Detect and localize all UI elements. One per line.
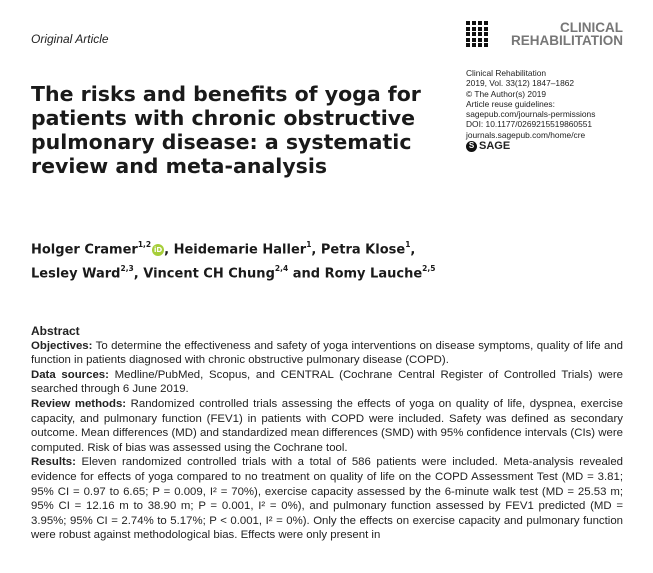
abstract-review-methods xyxy=(31,397,623,455)
journal-info-line: 2019, Vol. 33(12) 1847–1862 xyxy=(466,78,575,89)
author-name[interactable]: Vincent CH Chung xyxy=(143,266,275,282)
author-separator: , xyxy=(133,266,144,282)
section-label: Review methods: xyxy=(31,397,127,410)
author-name[interactable]: Heidemarie Haller xyxy=(173,242,307,258)
author-affiliation: 2,4 xyxy=(274,264,289,274)
article-type-label: Original Article xyxy=(31,32,109,46)
publisher-name: SAGE xyxy=(479,140,511,153)
author-separator: and xyxy=(288,266,325,282)
author-affiliation: 1,2 xyxy=(137,240,152,249)
author-affiliation: 2,3 xyxy=(120,264,134,274)
author-list xyxy=(31,236,501,285)
author-affiliation: 1 xyxy=(306,240,312,249)
reuse-guidelines-link[interactable]: sagepub.com/journals-permissions xyxy=(466,109,596,120)
author-name[interactable]: Romy Lauche xyxy=(324,266,423,282)
journal-logo-text xyxy=(493,21,623,47)
journal-info-line: Clinical Rehabilitation xyxy=(466,68,547,78)
section-label: Results: xyxy=(31,456,76,469)
abstract-data-sources xyxy=(31,368,623,397)
doi-link[interactable]: DOI: 10.1177/0269215519860551 xyxy=(466,119,593,130)
author-separator: , xyxy=(164,242,174,258)
section-label: Objectives: xyxy=(31,339,93,352)
journal-logo-grid-icon xyxy=(466,21,489,47)
sage-logo-icon: S xyxy=(466,141,477,152)
abstract-results xyxy=(31,455,623,543)
abstract xyxy=(31,324,623,543)
author-affiliation: 1 xyxy=(405,240,411,249)
article-title: The risks and benefits of yoga for patients with chronic obstructive pulmonary disease: a systematic review and meta-analysis xyxy=(31,82,421,178)
sage-logo xyxy=(466,141,646,152)
section-text: Medline/PubMed, Scopus, and CENTRAL (Cochrane Central Register of Controlled Trials) were searched through 6 June 2019. xyxy=(31,368,624,396)
journal-info xyxy=(466,68,646,152)
section-label: Data sources: xyxy=(31,368,109,381)
section-text: Eleven randomized controlled trials with a total of 586 patients were included. Meta-analysis revealed evidence for effects of yoga compared to no treatment on quality of life on the COPD Assessment Test (MD = 3.81; 95% CI = 0.97 to 6.65; P = 0.009, I² = 70%), exercise capacity assessed by the 6-minute walk test (MD = 25.53 m; 95% CI = 12.16 m to 38.90 m; P = 0.001, I² = 0%), and pulmonary function assessed by FEV1 predicted (MD = 3.95%; 95% CI = 2.74% to 5.17%; P < 0.001, I² = 0%). Only the effects on exercise capacity and pulmonary function were robust against methodological bias. Effects were only present in xyxy=(31,456,623,542)
orcid-icon[interactable]: iD xyxy=(154,246,163,255)
author-name[interactable]: Holger Cramer xyxy=(31,242,138,258)
author-affiliation: 2,5 xyxy=(422,264,436,274)
journal-info-line: Article reuse guidelines: xyxy=(466,98,555,109)
author-name[interactable]: Lesley Ward xyxy=(31,266,121,282)
section-text: Randomized controlled trials assessing the effects of yoga on quality of life, dyspnea, exercise capacity, and pulmonary function (FEV1) in patients with COPD were included. Safety was defined as secondary outcome. Mean differences (MD) and standardized mean differences (SMD) with 95% confidence intervals (CIs) were computed. Risk of bias was assessed using the Cochrane tool. xyxy=(31,397,623,454)
section-text: To determine the effectiveness and safety of yoga interventions on disease symptoms, quality of life and function in patients diagnosed with chronic obstructive pulmonary disease (COPD). xyxy=(31,339,623,367)
abstract-objectives xyxy=(31,339,623,368)
author-name[interactable]: Petra Klose xyxy=(320,242,406,258)
author-separator: , xyxy=(410,242,416,258)
author-separator: , xyxy=(311,242,321,258)
abstract-heading: Abstract xyxy=(31,324,80,338)
journal-logo-line1: CLINICAL xyxy=(560,20,623,35)
journal-home-link[interactable]: journals.sagepub.com/home/cre xyxy=(466,129,586,140)
journal-logo-line2: REHABILITATION xyxy=(511,33,623,48)
journal-info-line: © The Author(s) 2019 xyxy=(466,88,547,99)
